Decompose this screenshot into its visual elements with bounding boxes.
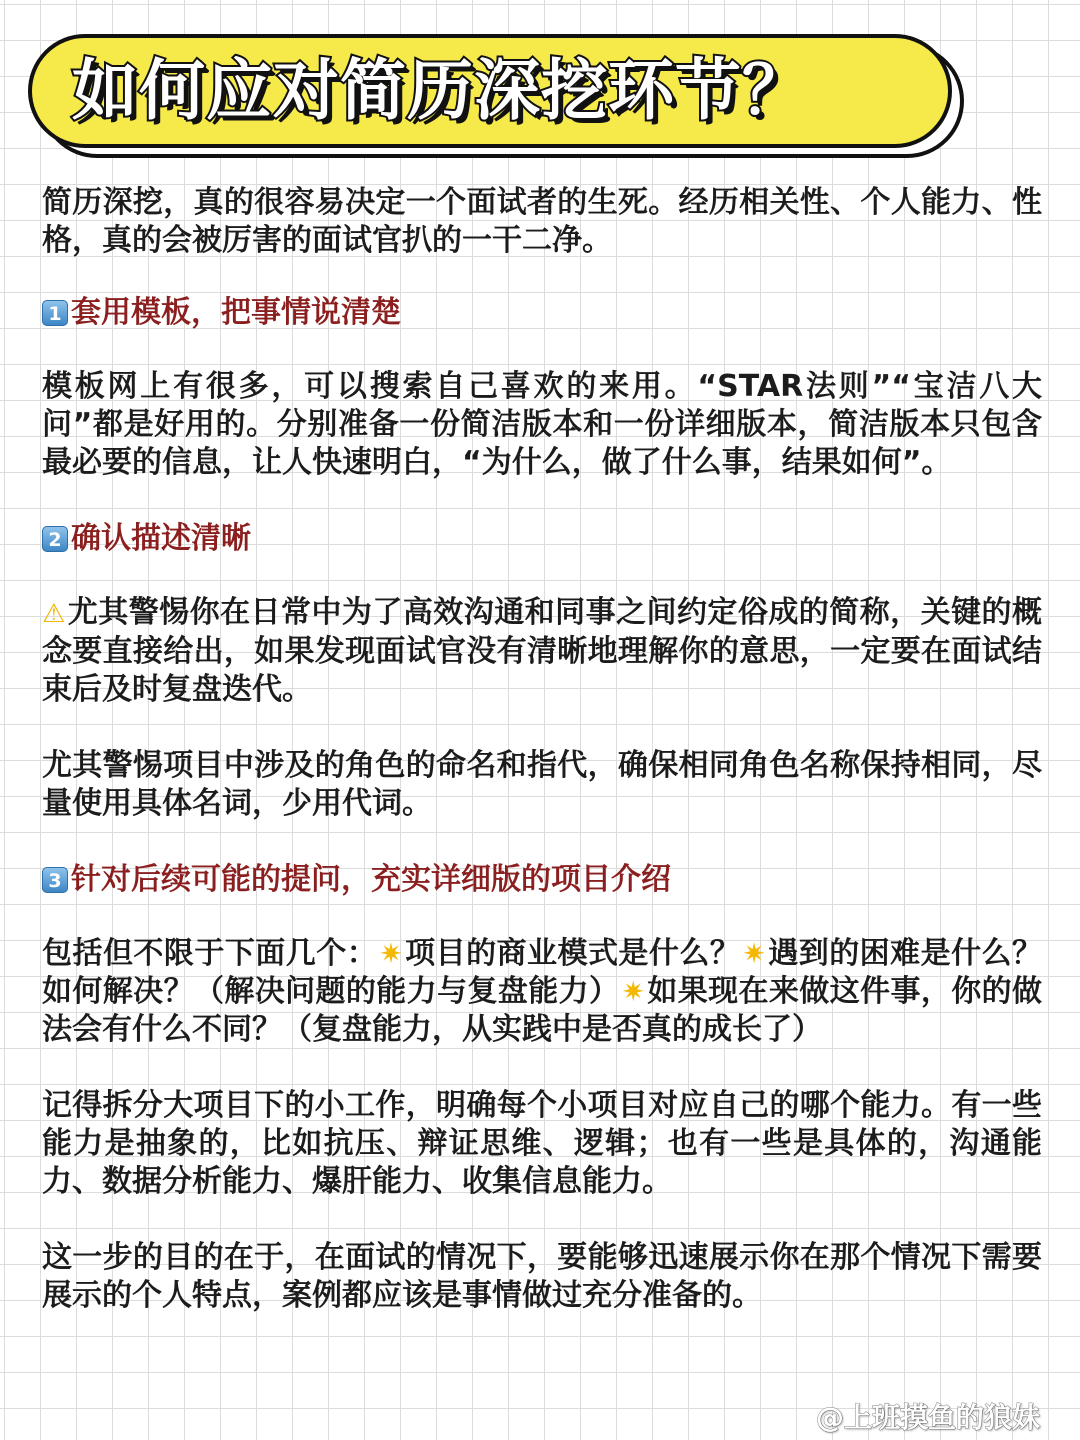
page-title: 如何应对简历深挖环节？ xyxy=(72,52,809,129)
sparkle-star-icon: ✷ xyxy=(621,975,645,1008)
sparkle-star-icon: ✷ xyxy=(379,937,403,970)
keycap-number-icon: 2 xyxy=(42,526,68,552)
author-watermark: @上班摸鱼的狼妹 xyxy=(815,1401,1040,1434)
keycap-number-icon: 3 xyxy=(42,867,68,893)
intro-paragraph: 简历深挖，真的很容易决定一个面试者的生死。经历相关性、个人能力、性格，真的会被厉害的面试官扒的一干二净。 xyxy=(42,185,1042,258)
section-heading-3 xyxy=(42,861,1042,899)
section-2-paragraph xyxy=(42,594,1042,709)
section-2-paragraph-text: 尤其警惕你在日常中为了高效沟通和同事之间约定俗成的简称，关键的概念要直接给出，如果发现面试官没有清晰地理解你的意思，一定要在面试结束后及时复盘迭代。 xyxy=(42,595,1042,707)
section-heading-2 xyxy=(42,520,1042,558)
section-3-list xyxy=(42,935,1042,1049)
list-item: 项目的商业模式是什么？ xyxy=(404,936,741,971)
section-heading-text: 确认描述清晰 xyxy=(71,521,251,556)
section-3-paragraph: 记得拆分大项目下的小工作，明确每个小项目对应自己的哪个能力。有一些能力是抽象的，比如抗压、辩证思维、逻辑；也有一些是具体的，沟通能力、数据分析能力、爆肝能力、收集信息能力。 xyxy=(42,1088,1042,1199)
sparkle-star-icon: ✷ xyxy=(742,937,766,970)
section-heading-text: 套用模板，把事情说清楚 xyxy=(71,295,401,330)
section-2-paragraph: 尤其警惕项目中涉及的角色的命名和指代，确保相同角色名称保持相同，尽量使用具体名词，少用代词。 xyxy=(42,748,1042,821)
section-3-paragraph: 这一步的目的在于，在面试的情况下，要能够迅速展示你在那个情况下需要展示的个人特点，案例都应该是事情做过充分准备的。 xyxy=(42,1240,1042,1313)
list-item: 遇到的困难是什么？如何解决？（解决问题的能力与复盘能力） xyxy=(42,936,1043,1009)
article-body xyxy=(42,184,1042,1315)
warning-icon: ⚠ xyxy=(42,599,66,629)
section-heading-text: 针对后续可能的提问，充实详细版的项目介绍 xyxy=(71,862,671,897)
section-heading-1 xyxy=(42,294,1042,332)
keycap-number-icon: 1 xyxy=(42,300,68,326)
list-intro: 包括但不限于下面几个： xyxy=(42,936,378,971)
section-1-paragraph: 模板网上有很多，可以搜索自己喜欢的来用。“STAR法则”“宝洁八大问”都是好用的。分别准备一份简洁版本和一份详细版本，简洁版本只包含最必要的信息，让人快速明白，“为什么，做了什么事，结果如何”。 xyxy=(42,369,1042,480)
list-item: 如果现在来做这件事，你的做法会有什么不同？（复盘能力，从实践中是否真的成长了） xyxy=(42,974,1043,1047)
